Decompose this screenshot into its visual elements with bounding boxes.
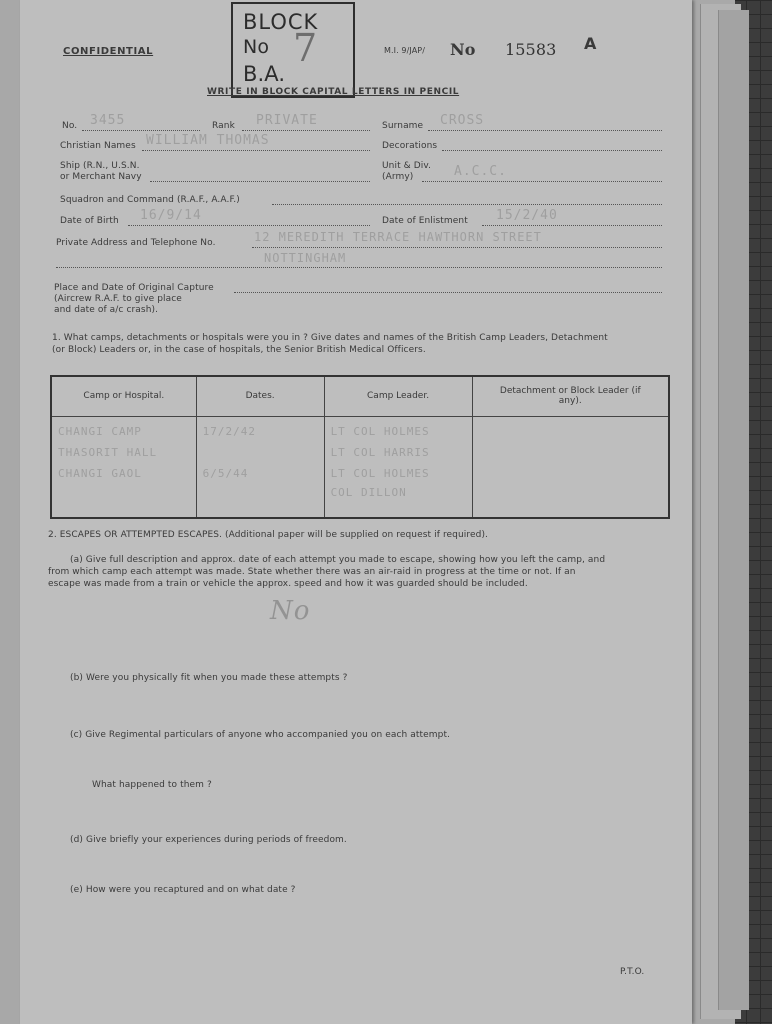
table-cell-camps	[51, 416, 196, 518]
capture-line	[234, 292, 662, 293]
table-body-row	[51, 416, 669, 518]
table-header-row	[51, 376, 669, 416]
question-1-text: 1. What camps, detachments or hospitals were you in ? Give dates and names of the British Camp Leaders, Detachment	[52, 333, 608, 343]
surname-line	[428, 130, 662, 131]
unit-line	[422, 181, 662, 182]
dob-line	[128, 225, 370, 226]
table-cell: CHANGI GAOL	[58, 466, 142, 480]
stamp-ba-text: B.A.	[243, 62, 286, 86]
dob-label: Date of Birth	[60, 216, 119, 226]
no-label: No.	[62, 121, 78, 131]
table-cell: LT COL HOLMES	[330, 466, 430, 480]
table-cell	[203, 442, 318, 463]
capture-label-3: and date of a/c crash).	[54, 305, 159, 315]
question-2d-text: (d) Give briefly your experiences during periods of freedom.	[70, 835, 347, 845]
enlistment-label: Date of Enlistment	[382, 216, 468, 226]
enlistment-value: 15/2/40	[496, 208, 558, 223]
unit-label: Unit & Div.	[382, 161, 432, 171]
stamp-handwritten-number: 7	[293, 26, 318, 70]
pto-label: P.T.O.	[620, 967, 645, 977]
block-stamp	[231, 2, 355, 98]
surname-value: CROSS	[440, 113, 485, 128]
address-value-2: NOTTINGHAM	[264, 251, 347, 265]
squadron-label: Squadron and Command (R.A.F., A.A.F.)	[60, 195, 240, 205]
question-2b-text: (b) Were you physically fit when you made these attempts ?	[70, 673, 348, 683]
header-dates: Dates.	[196, 376, 324, 416]
ref-prefix: M.I. 9/JAP/	[384, 46, 425, 55]
header-camp-leader: Camp Leader.	[324, 376, 472, 416]
ref-no-label: No	[450, 40, 476, 59]
table-cell: THASORIT HALL	[58, 445, 158, 459]
address-value-1: 12 MEREDITH TERRACE HAWTHORN STREET	[254, 230, 542, 244]
capture-label-2: (Aircrew R.A.F. to give place	[54, 294, 182, 304]
pencil-instruction: WRITE IN BLOCK CAPITAL LETTERS IN PENCIL	[207, 87, 460, 97]
enlistment-line	[482, 225, 662, 226]
ship-line	[150, 181, 370, 182]
ref-letter: A	[584, 34, 597, 53]
no-line	[82, 130, 200, 131]
rank-line	[242, 130, 370, 131]
christian-names-line	[142, 150, 370, 151]
table-cell: CHANGI CAMP	[58, 424, 142, 438]
capture-label: Place and Date of Original Capture	[54, 283, 214, 293]
header-detachment-leader: Detachment or Block Leader (if any).	[472, 376, 669, 416]
ship-label-2: or Merchant Navy	[60, 172, 142, 182]
table-cell-leaders	[324, 416, 472, 518]
address-label: Private Address and Telephone No.	[56, 238, 216, 248]
dob-value: 16/9/14	[140, 208, 202, 223]
stamp-block-text: BLOCK	[243, 10, 319, 34]
question-2-heading: 2. ESCAPES OR ATTEMPTED ESCAPES. (Additional paper will be supplied on request if required).	[48, 530, 489, 540]
question-1-text-2: (or Block) Leaders or, in the case of hospitals, the Senior British Medical Officers.	[52, 345, 426, 355]
question-2c-text: (c) Give Regimental particulars of anyone who accompanied you on each attempt.	[70, 730, 451, 740]
question-2a-text-2: from which camp each attempt was made. State whether there was an air-raid in progress at the time or not. If an	[48, 567, 576, 577]
decorations-line	[442, 150, 662, 151]
question-2a-answer: No	[270, 596, 311, 626]
camp-table	[50, 375, 670, 519]
table-cell: COL DILLON	[330, 485, 407, 499]
address-line	[252, 247, 662, 248]
rank-value: PRIVATE	[256, 113, 318, 128]
christian-names-value: WILLIAM THOMAS	[146, 133, 270, 148]
address-line-2	[56, 267, 662, 268]
ref-number: 15583	[505, 40, 557, 59]
table-cell: 17/2/42	[202, 424, 256, 438]
table-cell: LT COL HARRIS	[330, 445, 430, 459]
table-cell: 6/5/44	[202, 466, 249, 480]
unit-value: A.C.C.	[454, 164, 507, 179]
rank-label: Rank	[212, 121, 235, 131]
question-2c-followup: What happened to them ?	[92, 780, 212, 790]
paper-stack-edge	[718, 10, 749, 1010]
surname-label: Surname	[382, 121, 424, 131]
christian-names-label: Christian Names	[60, 141, 136, 151]
table-cell-dates	[196, 416, 324, 518]
confidential-label: CONFIDENTIAL	[63, 46, 154, 57]
decorations-label: Decorations	[382, 141, 438, 151]
no-value: 3455	[90, 113, 126, 128]
squadron-line	[272, 204, 662, 205]
question-2a-text: (a) Give full description and approx. date of each attempt you made to escape, showing how you left the camp, and	[70, 555, 606, 565]
table-cell-detachment	[472, 416, 669, 518]
ship-label: Ship (R.N., U.S.N.	[60, 161, 140, 171]
stamp-no-text: No	[243, 36, 270, 58]
question-2a-text-3: escape was made from a train or vehicle the approx. speed and how it was guarded should be included.	[48, 579, 528, 589]
table-cell: LT COL HOLMES	[330, 424, 430, 438]
header-camp: Camp or Hospital.	[51, 376, 196, 416]
question-2e-text: (e) How were you recaptured and on what date ?	[70, 885, 296, 895]
form-page	[20, 0, 692, 1024]
unit-label-2: (Army)	[382, 172, 414, 182]
